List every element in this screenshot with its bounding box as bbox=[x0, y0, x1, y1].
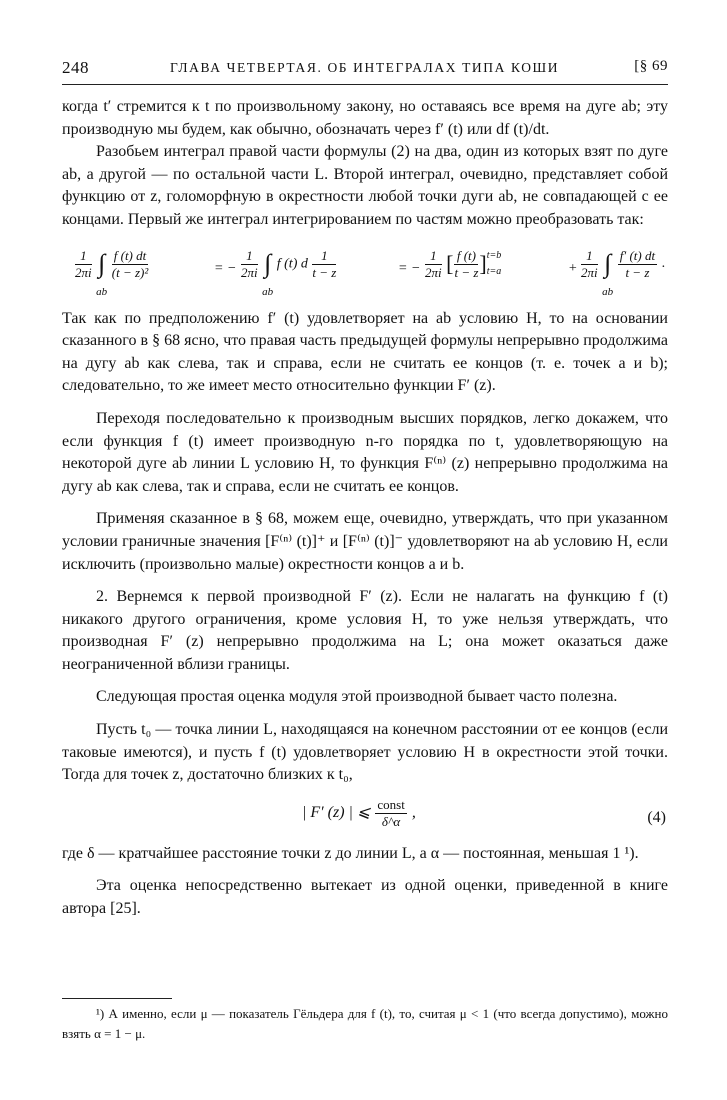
paragraph-4: Переходя последовательно к производным высших порядков, легко докажем, что если функция f (t) имеет производную n-го порядка по t, удовлетворяющую на некоторой дуге ab линии L условию H, то функция F⁽ⁿ⁾ (z) непрерывно продолжима на дугу ab как слева, так и справа, если не считать ее концов. bbox=[62, 409, 668, 495]
paragraph-9: где δ — кратчайшее расстояние точки z до линии L, а α — постоянная, меньшая 1 ¹). bbox=[62, 844, 639, 862]
formula-term-4: $\frac{1}{2\pi i}$ ∫ ab $\frac{f' (t) dt}{t - z}$ . bbox=[581, 247, 666, 299]
estimate-numerator: const bbox=[377, 796, 405, 812]
estimate-denominator: δ^α bbox=[381, 813, 401, 829]
page-body bbox=[62, 96, 668, 921]
estimate-lhs: | F′ (z) | ⩽ bbox=[302, 804, 371, 822]
paragraph-6: 2. Вернемся к первой производной F′ (z). Если не налагать на функцию f (t) никакого другого ограничения, кроме условия H, то уже нельзя утверждать, что производная F′ (z) непрерывно продолжима на L; она может оказаться даже неограниченной вблизи границы. bbox=[62, 588, 668, 673]
estimate-formula-4: | F′ (z) | ⩽ $\frac{\text{const}}{\delta\^{}\alpha}$ , (4) bbox=[302, 796, 666, 829]
footnote: ¹) А именно, если μ — показатель Гёльдера для f (t), то, считая μ < 1 (что всегда допустимо), можно взять α = 1 − μ. bbox=[62, 1006, 668, 1041]
running-header bbox=[62, 58, 668, 82]
paragraph-1: когда t′ стремится к t по произвольному закону, но оставаясь все время на дуге ab; эту производную мы будем, как обычно, обозначать через f′ (t) или df (t)/dt. bbox=[62, 98, 668, 138]
formula-eq-1: = − bbox=[214, 260, 237, 276]
paragraph-8: Пусть t₀ — точка линии L, находящаяся на конечном расстоянии от ее концов (если таковые имеются), и пусть f (t) удовлетворяет условию H в окрестности этой точки. Тогда для точек z, достаточно близких к t₀, bbox=[62, 721, 668, 784]
paragraph-2: Разобьем интеграл правой части формулы (2) на два, один из которых взят по дуге ab, а другой — по остальной части L. Второй интеграл, очевидно, представляет собой функцию от z, голоморфную в окрестности любой точки дуги ab, не совпадающей с ее концами. Первый же интеграл интегрированием по частям можно преобразовать так: bbox=[62, 143, 668, 228]
formula-term-1: $\frac{1}{2\pi i}$ ∫ ab $\frac{f (t) dt}{\text{(t − z)²}}$ bbox=[75, 247, 149, 299]
equation-number: (4) bbox=[647, 808, 666, 826]
formula-plus: + bbox=[568, 260, 578, 276]
formula-eq-2: = − bbox=[398, 260, 421, 276]
page-number: 248 bbox=[62, 58, 89, 77]
paragraph-7: Следующая простая оценка модуля этой производной бывает часто полезна. bbox=[96, 688, 618, 706]
footnote-rule bbox=[62, 998, 172, 999]
formula-term-3: $\frac{1}{2\pi i}$ [ $\frac{f (t)}{t - z}$ ] t=b t=a bbox=[425, 247, 502, 280]
section-marker: [§ 69 bbox=[634, 58, 668, 74]
paragraph-3: Так как по предположению f′ (t) удовлетворяет на ab условию H, то на основании сказанного в § 68 ясно, что правая часть предыдущей формулы непрерывно продолжима на дугу ab как слева, так и справа, если не считать ее концов (т. е. точек a и b); следовательно, то же имеет место относительно функции F′ (z). bbox=[62, 309, 668, 395]
integration-by-parts-formula bbox=[62, 238, 668, 300]
paragraph-5: Применяя сказанное в § 68, можем еще, очевидно, утверждать, что при указанном условии граничные значения [F⁽ⁿ⁾ (t)]⁺ и [F⁽ⁿ⁾ (t)]⁻ удовлетворяют на ab условию H, если исключить (произвольно малые) окрестности концов a и b. bbox=[62, 510, 668, 573]
formula-term-2: $\frac{1}{2\pi i}$ ∫ ab f (t) d $\frac{1}{t - z}$ bbox=[241, 247, 337, 299]
running-title: ГЛАВА ЧЕТВЕРТАЯ. ОБ ИНТЕГРАЛАХ ТИПА КОШИ bbox=[170, 60, 560, 75]
header-rule bbox=[62, 84, 668, 85]
paragraph-10: Эта оценка непосредственно вытекает из одной оценки, приведенной в книге автора [25]. bbox=[62, 877, 668, 918]
